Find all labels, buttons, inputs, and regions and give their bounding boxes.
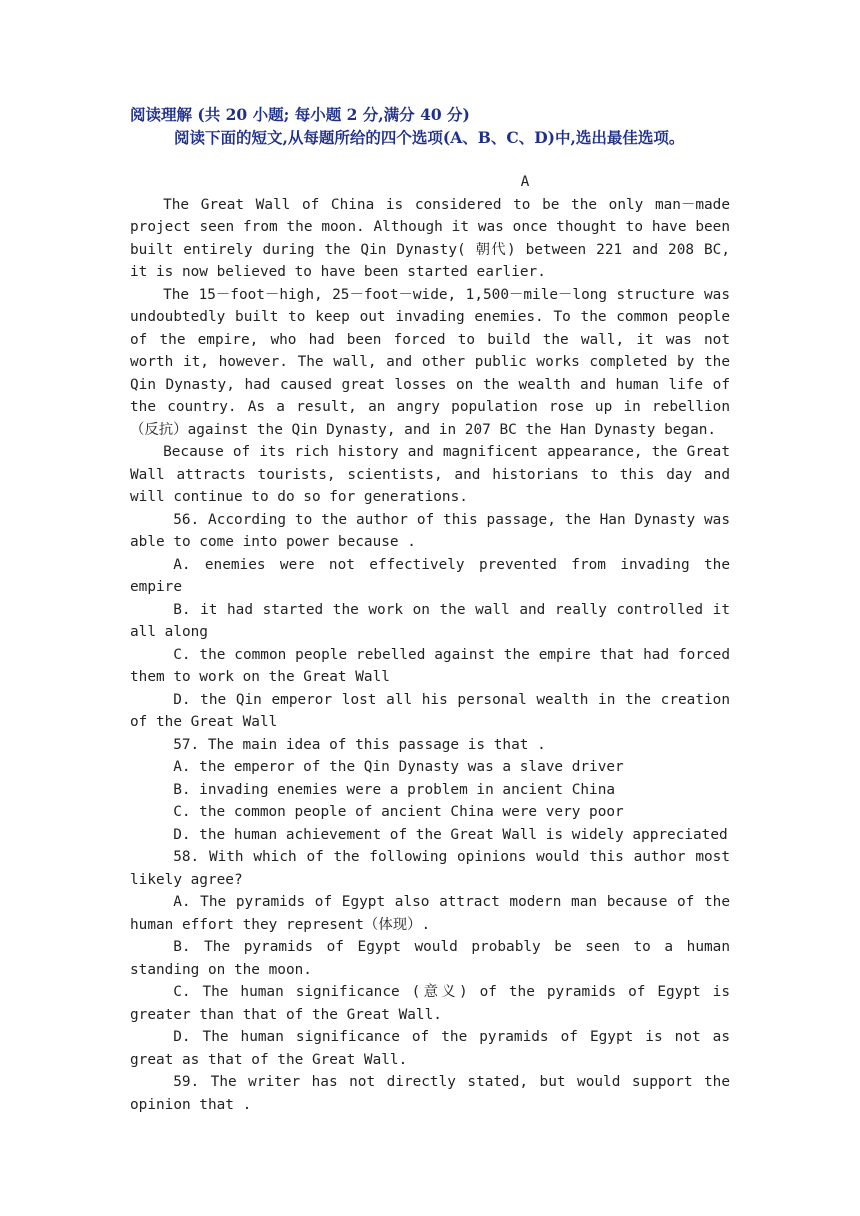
question-57: 57. The main idea of this passage is that . [173, 736, 546, 753]
option-56-a: A. enemies were not effectively prevented from invading the empire [130, 556, 730, 595]
option-56-d: D. the Qin emperor lost all his personal wealth in the creation of the Great Wall [130, 691, 730, 730]
question-58: 58. With which of the following opinions would this author most likely agree? [130, 849, 730, 888]
option-57-b: B. invading enemies were a problem in ancient China [173, 781, 616, 798]
option-57-a: A. the emperor of the Qin Dynasty was a slave driver [173, 759, 624, 775]
paragraph: The 15－foot－high, 25－foot－wide, 1,500－mile－long structure was undoubtedly built to keep out invading enemies. To the common people of the empire, who had been forced to build the wall, it was not worth it, however. The wall, and other public works completed by the Qin Dynasty, had caused great losses on the wealth and human life of the country. As a result, an angry population rose up in rebellion（反抗）against the Qin Dynasty, and in 207 BC the Han Dynasty began. [130, 286, 730, 438]
option-58-d: D. The human significance of the pyramids of Egypt is not as great as that of the Great Wall. [130, 1029, 730, 1068]
instructions: 阅读下面的短文,从每题所给的四个选项(A、B、C、D)中,选出最佳选项。 [174, 127, 685, 147]
question-56: 56. According to the author of this passage, the Han Dynasty was able to come into power because . [130, 511, 730, 550]
option-57-d: D. the human achievement of the Great Wall is widely appreciated [173, 826, 728, 843]
section-heading: 阅读理解 (共 20 小题; 每小题 2 分,满分 40 分) [130, 105, 470, 124]
question-59: 59. The writer has not directly stated, but would support the opinion that . [130, 1074, 730, 1113]
passage-label: A [520, 174, 530, 190]
paragraph: Because of its rich history and magnificent appearance, the Great Wall attracts tourists, scientists, and historians to this day and will continue to do so for generations. [130, 444, 730, 505]
option-58-a: A. The pyramids of Egypt also attract modern man because of the human effort they represent（体现）. [130, 894, 730, 933]
option-57-c: C. the common people of ancient China were very poor [173, 804, 624, 820]
passage-body [130, 194, 730, 1117]
document-page [130, 104, 730, 1116]
option-58-b: B. The pyramids of Egypt would probably be seen to a human standing on the moon. [130, 939, 730, 978]
option-56-b: B. it had started the work on the wall and really controlled it all along [130, 601, 730, 640]
paragraph: The Great Wall of China is considered to be the only man－made project seen from the moon. Although it was once thought to have been built entirely during the Qin Dynasty( 朝代) between 221 and 208 BC, it is now believed to have been started earlier. [130, 196, 730, 280]
option-56-c: C. the common people rebelled against the empire that had forced them to work on the Great Wall [130, 646, 730, 685]
option-58-c: C. The human significance (意义) of the pyramids of Egypt is greater than that of the Great Wall. [130, 984, 730, 1023]
